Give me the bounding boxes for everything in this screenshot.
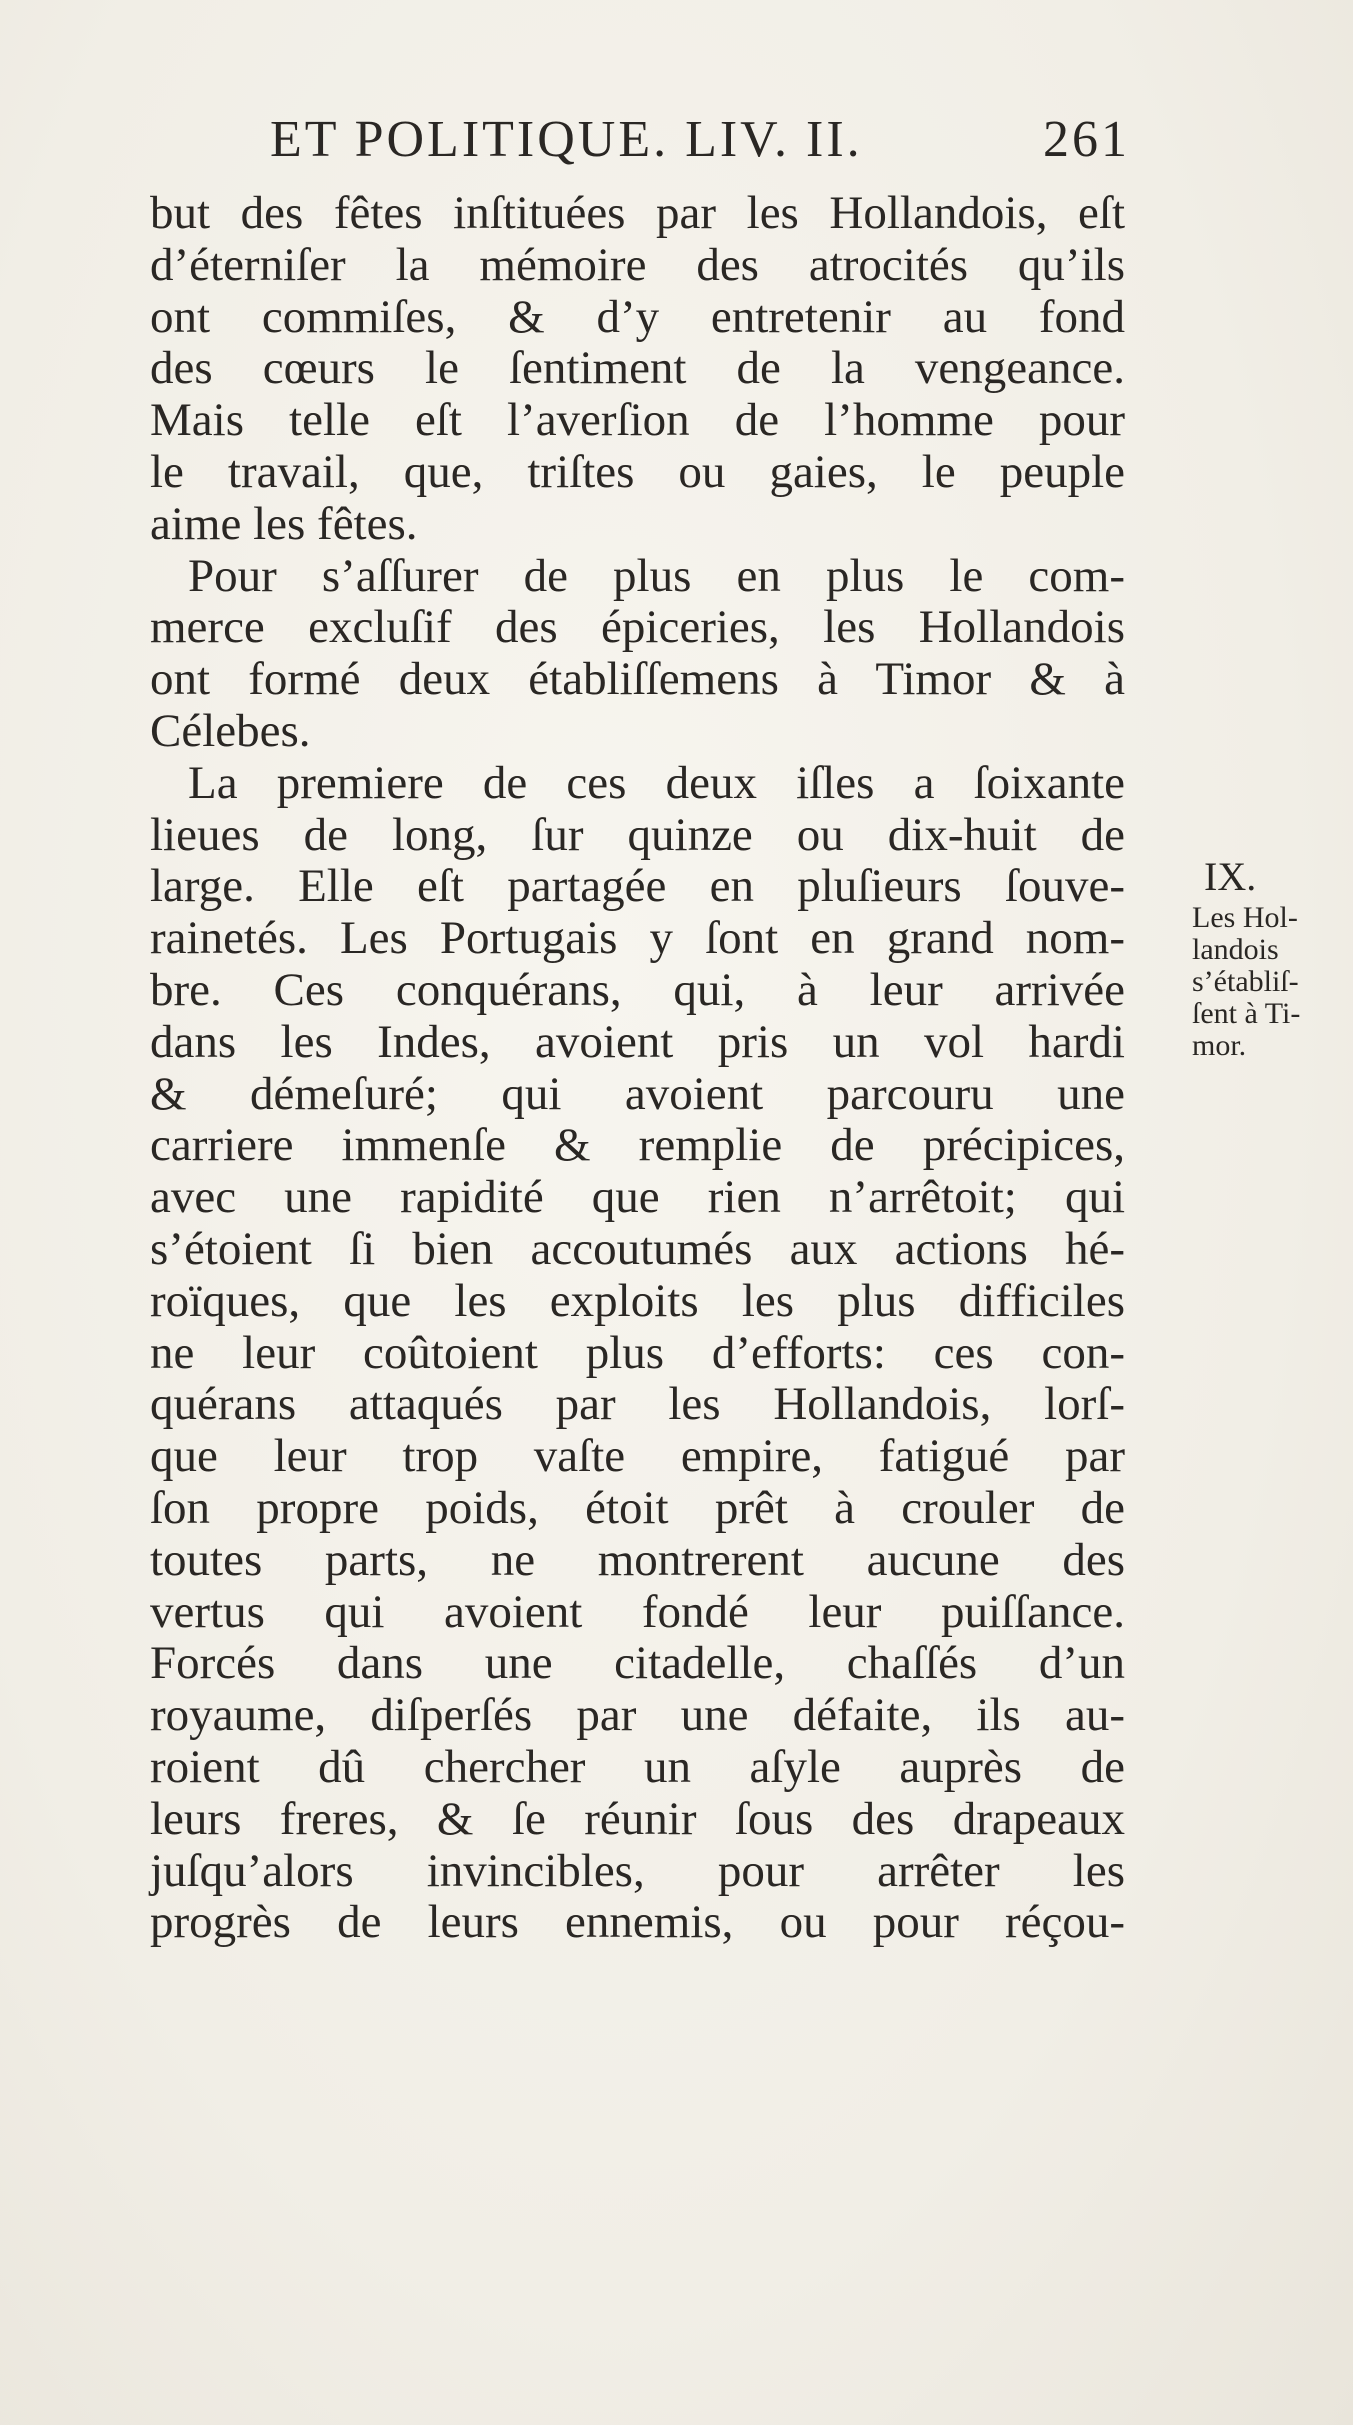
text-line: Célebes.: [150, 704, 311, 757]
text-line: rainetés. Les Portugais y ſont en grand nom-: [150, 912, 1125, 965]
text-line: vertus qui avoient fondé leur puiſſance.: [150, 1585, 1125, 1638]
margin-note-line: s’établiſ-: [1192, 965, 1299, 998]
text-line: Pour s’aſſurer de plus en plus le com-: [188, 549, 1125, 602]
body-text: [150, 188, 1125, 1949]
text-line: toutes parts, ne montrerent aucune des: [150, 1533, 1125, 1586]
text-line: ont formé deux établiſſemens à Timor & à: [150, 653, 1125, 706]
text-line: Forcés dans une citadelle, chaſſés d’un: [150, 1637, 1125, 1690]
text-line: d’éterniſer la mémoire des atrocités qu’ils: [150, 238, 1125, 291]
margin-note-line: landois: [1192, 933, 1279, 966]
text-line: Mais telle eſt l’averſion de l’homme pour: [150, 394, 1125, 447]
text-line: carriere immenſe & remplie de précipices,: [150, 1119, 1125, 1172]
text-line: le travail, que, triſtes ou gaies, le peuple: [150, 445, 1125, 498]
text-line: large. Elle eſt partagée en pluſieurs ſouve-: [150, 860, 1125, 913]
margin-note: [1192, 852, 1342, 1062]
text-line: royaume, diſperſés par une défaite, ils au-: [150, 1689, 1125, 1742]
text-line: bre. Ces conquérans, qui, à leur arrivée: [150, 963, 1125, 1016]
margin-note-text: [1192, 902, 1342, 1062]
text-line: aime les fêtes.: [150, 497, 418, 550]
text-line: des cœurs le ſentiment de la vengeance.: [150, 342, 1125, 395]
page-number: 261: [1043, 111, 1130, 168]
text-line: avec une rapidité que rien n’arrêtoit; qui: [150, 1171, 1125, 1224]
running-title: ET POLITIQUE. LIV. II.: [270, 111, 863, 168]
margin-note-number: IX.: [1204, 854, 1257, 899]
text-line: lieues de long, ſur quinze ou dix-huit de: [150, 808, 1125, 861]
margin-note-line: Les Hol-: [1192, 901, 1298, 934]
text-line: s’étoient ſi bien accoutumés aux actions hé-: [150, 1222, 1125, 1275]
text-line: juſqu’alors invincibles, pour arrêter les: [150, 1844, 1125, 1897]
text-line: roient dû chercher un aſyle auprès de: [150, 1740, 1125, 1793]
text-line: que leur trop vaſte empire, fatigué par: [150, 1430, 1125, 1483]
text-line: roïques, que les exploits les plus difficiles: [150, 1274, 1125, 1327]
running-head: [270, 110, 1130, 180]
text-line: ont commiſes, & d’y entretenir au fond: [150, 290, 1125, 343]
text-line: ne leur coûtoient plus d’efforts: ces con-: [150, 1326, 1125, 1379]
text-line: leurs freres, & ſe réunir ſous des drapeaux: [150, 1792, 1125, 1845]
text-line: dans les Indes, avoient pris un vol hardi: [150, 1015, 1125, 1068]
margin-note-line: ſent à Ti-: [1192, 997, 1301, 1030]
text-line: quérans attaqués par les Hollandois, lorſ-: [150, 1378, 1125, 1431]
margin-note-line: mor.: [1192, 1029, 1247, 1062]
text-line: merce excluſif des épiceries, les Hollandois: [150, 601, 1125, 654]
text-line: progrès de leurs ennemis, ou pour réçou-: [150, 1896, 1125, 1949]
text-line: but des fêtes inſtituées par les Hollandois, eſt: [150, 187, 1125, 239]
text-line: La premiere de ces deux iſles a ſoixante: [188, 756, 1125, 809]
text-line: & démeſuré; qui avoient parcouru une: [150, 1067, 1125, 1120]
text-line: ſon propre poids, étoit prêt à crouler de: [150, 1481, 1125, 1534]
